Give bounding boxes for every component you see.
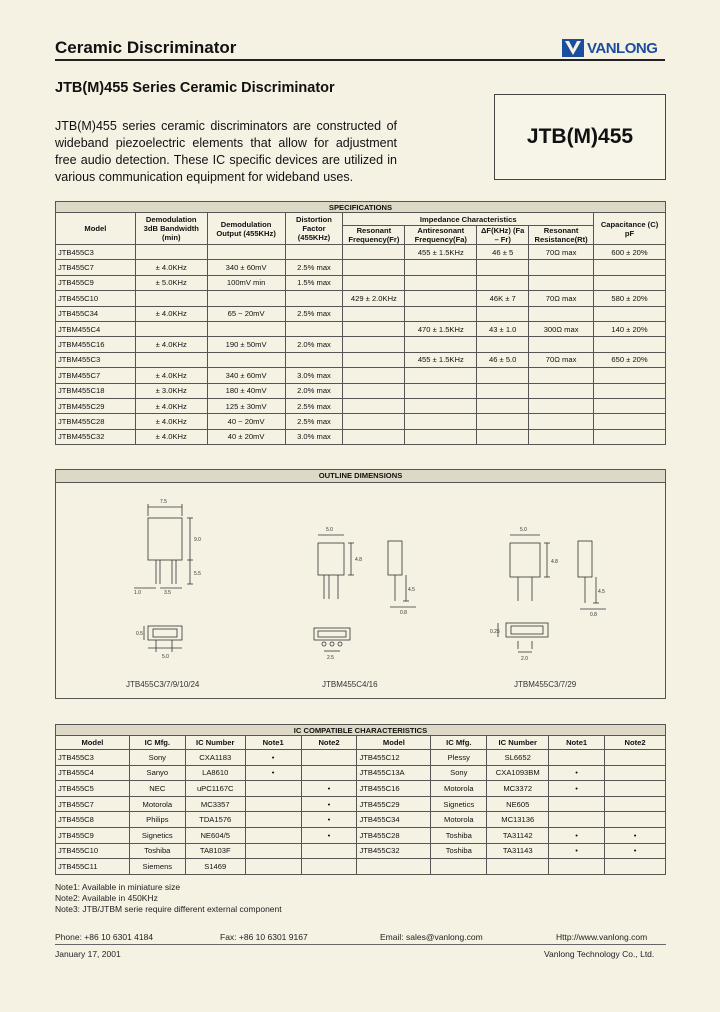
spec-cell-output	[207, 291, 285, 306]
spec-cell-delta	[477, 398, 529, 413]
spec-cell-capacitance: 600 ± 20%	[594, 245, 666, 260]
ic-cell	[605, 750, 666, 766]
notes	[55, 882, 282, 915]
spec-cell-output	[207, 352, 285, 367]
spec-cell-antiresonant	[405, 383, 477, 398]
ic-cell: TDA1576	[185, 812, 245, 828]
spec-row	[56, 352, 666, 367]
spec-cell-distortion	[285, 291, 343, 306]
ic-cell: JTB455C7	[56, 796, 130, 812]
ic-cell	[301, 765, 357, 781]
ic-cell	[549, 750, 605, 766]
spec-cell-resonant	[343, 352, 405, 367]
ic-cell: TA31142	[487, 827, 549, 843]
ic-cell: CXA1183	[185, 750, 245, 766]
dim-height-2: 4.8	[355, 557, 362, 563]
vanlong-logo-icon	[562, 39, 584, 57]
footer-rule	[55, 944, 666, 945]
spec-cell-bandwidth: ± 4.0KHz	[135, 306, 207, 321]
ic-cell	[487, 859, 549, 875]
spec-cell-distortion: 2.5% max	[285, 414, 343, 429]
spec-cell-antiresonant: 455 ± 1.5KHz	[405, 245, 477, 260]
footer-date: January 17, 2001	[55, 949, 121, 959]
spec-cell-resonant: 429 ± 2.0KHz	[343, 291, 405, 306]
ic-cell: •	[549, 765, 605, 781]
col-impedance: Impedance Characteristics	[343, 213, 594, 226]
spec-cell-antiresonant	[405, 306, 477, 321]
ic-cell: •	[549, 843, 605, 859]
spec-cell-antiresonant	[405, 275, 477, 290]
spec-cell-resistance: 300Ω max	[529, 321, 594, 336]
spec-cell-resonant	[343, 260, 405, 275]
ic-cell: •	[301, 812, 357, 828]
dim-width-3: 5.0	[520, 527, 527, 533]
spec-cell-capacitance	[594, 306, 666, 321]
spec-cell-distortion: 2.0% max	[285, 383, 343, 398]
ic-cell: Motorola	[431, 812, 487, 828]
spec-cell-delta	[477, 383, 529, 398]
ic-row	[56, 750, 666, 766]
spec-cell-distortion: 1.5% max	[285, 275, 343, 290]
spec-cell-resonant	[343, 275, 405, 290]
spec-cell-bandwidth: ± 4.0KHz	[135, 429, 207, 444]
ic-cell: Sony	[129, 750, 185, 766]
spec-cell-bandwidth: ± 4.0KHz	[135, 414, 207, 429]
spec-cell-distortion: 2.0% max	[285, 337, 343, 352]
header-rule	[55, 59, 665, 61]
note-3: Note3: JTB/JTBM serie require different external component	[55, 904, 282, 914]
footer-phone: Phone: +86 10 6301 4184	[55, 932, 154, 942]
ic-header-cell: Note1	[245, 736, 301, 750]
ic-cell: •	[245, 765, 301, 781]
spec-cell-resonant	[343, 383, 405, 398]
col-model: Model	[56, 213, 136, 245]
spec-cell-antiresonant	[405, 398, 477, 413]
spec-cell-distortion	[285, 352, 343, 367]
ic-cell	[245, 781, 301, 797]
ic-cell: JTB455C29	[357, 796, 431, 812]
dim-thick-3: 0.25	[490, 629, 500, 635]
ic-cell	[605, 812, 666, 828]
spec-row	[56, 260, 666, 275]
spec-cell-capacitance	[594, 429, 666, 444]
ic-row	[56, 765, 666, 781]
ic-cell: MC3357	[185, 796, 245, 812]
spec-cell-output	[207, 321, 285, 336]
ic-cell: Toshiba	[431, 827, 487, 843]
dim-pitch-3: 2.0	[521, 656, 528, 662]
spec-cell-bandwidth	[135, 352, 207, 367]
ic-header-cell: Note2	[605, 736, 666, 750]
ic-cell: •	[605, 827, 666, 843]
spec-cell-bandwidth: ± 3.0KHz	[135, 383, 207, 398]
spec-cell-resistance	[529, 429, 594, 444]
ic-cell: JTB455C16	[357, 781, 431, 797]
note-1: Note1: Available in miniature size	[55, 882, 181, 892]
spec-row	[56, 245, 666, 260]
ic-cell	[301, 859, 357, 875]
series-title: JTB(M)455 Series Ceramic Discriminator	[55, 80, 335, 96]
dim-width-2: 5.0	[326, 527, 333, 533]
model-box: JTB(M)455	[494, 94, 666, 180]
ic-cell: Toshiba	[129, 843, 185, 859]
ic-cell: •	[301, 827, 357, 843]
spec-cell-distortion: 2.5% max	[285, 398, 343, 413]
spec-cell-distortion	[285, 321, 343, 336]
spec-cell-capacitance	[594, 414, 666, 429]
ic-row	[56, 796, 666, 812]
spec-cell-resistance	[529, 306, 594, 321]
dim-width-1: 7.5	[160, 499, 167, 505]
spec-cell-output	[207, 245, 285, 260]
spec-cell-delta	[477, 306, 529, 321]
spec-cell-delta	[477, 260, 529, 275]
spec-cell-resistance	[529, 398, 594, 413]
spec-cell-bandwidth: ± 4.0KHz	[135, 398, 207, 413]
spec-cell-bandwidth	[135, 321, 207, 336]
outline-drawings	[56, 483, 665, 698]
ic-cell	[605, 859, 666, 875]
spec-row	[56, 337, 666, 352]
ic-cell	[605, 796, 666, 812]
spec-cell-antiresonant	[405, 260, 477, 275]
spec-cell-output: 340 ± 60mV	[207, 368, 285, 383]
spec-cell-resonant	[343, 429, 405, 444]
note-2: Note2: Available in 450KHz	[55, 893, 158, 903]
specifications-banner: SPECIFICATIONS	[56, 202, 666, 213]
ic-cell: JTB455C5	[56, 781, 130, 797]
ic-cell: JTB455C32	[357, 843, 431, 859]
dim-pitch-1: 1.0	[134, 590, 141, 596]
ic-header-cell: Model	[56, 736, 130, 750]
ic-cell: •	[301, 796, 357, 812]
spec-cell-model: JTBM455C7	[56, 368, 136, 383]
spec-cell-delta	[477, 275, 529, 290]
ic-cell: Philips	[129, 812, 185, 828]
ic-cell: JTB455C28	[357, 827, 431, 843]
spec-cell-model: JTBM455C4	[56, 321, 136, 336]
dim-lead-1: 5.5	[194, 571, 201, 577]
ic-cell	[245, 796, 301, 812]
spec-cell-distortion	[285, 245, 343, 260]
spec-cell-model: JTBM455C28	[56, 414, 136, 429]
spec-cell-model: JTB455C7	[56, 260, 136, 275]
ic-cell: Signetics	[129, 827, 185, 843]
ic-row	[56, 827, 666, 843]
brand-logo	[562, 38, 657, 58]
outline-banner: OUTLINE DIMENSIONS	[56, 470, 665, 483]
ic-cell: JTB455C3	[56, 750, 130, 766]
spec-cell-delta: 46 ± 5	[477, 245, 529, 260]
ic-cell: JTB455C11	[56, 859, 130, 875]
spec-cell-bandwidth: ± 4.0KHz	[135, 368, 207, 383]
spec-row	[56, 383, 666, 398]
ic-cell: JTB455C34	[357, 812, 431, 828]
spec-row	[56, 398, 666, 413]
spec-cell-resonant	[343, 245, 405, 260]
dim-height-3: 4.8	[551, 559, 558, 565]
ic-cell	[357, 859, 431, 875]
col-resistance: Resonant Resistance(Rt)	[529, 226, 594, 245]
spec-cell-model: JTBM455C3	[56, 352, 136, 367]
brand-name: VANLONG	[587, 39, 658, 57]
dim-height-1: 9.0	[194, 537, 201, 543]
ic-cell: MC13136	[487, 812, 549, 828]
spec-cell-delta	[477, 337, 529, 352]
ic-cell: Plessy	[431, 750, 487, 766]
ic-cell: S1469	[185, 859, 245, 875]
ic-cell: JTB455C13A	[357, 765, 431, 781]
spec-cell-capacitance: 650 ± 20%	[594, 352, 666, 367]
ic-cell: •	[549, 827, 605, 843]
ic-cell: LA8610	[185, 765, 245, 781]
spec-cell-antiresonant: 470 ± 1.5KHz	[405, 321, 477, 336]
ic-header-cell: IC Mfg.	[129, 736, 185, 750]
ic-cell: •	[605, 843, 666, 859]
ic-cell: •	[245, 750, 301, 766]
col-distortion: Distortion Factor (455KHz)	[285, 213, 343, 245]
ic-cell: JTB455C12	[357, 750, 431, 766]
ic-cell: NE605	[487, 796, 549, 812]
footer-company: Vanlong Technology Co., Ltd.	[544, 949, 655, 959]
ic-cell: TA8103F	[185, 843, 245, 859]
ic-cell: NE604/5	[185, 827, 245, 843]
ic-cell	[605, 781, 666, 797]
ic-cell	[549, 796, 605, 812]
spec-cell-resonant	[343, 306, 405, 321]
ic-header-cell: Model	[357, 736, 431, 750]
spec-cell-output: 100mV min	[207, 275, 285, 290]
spec-cell-bandwidth: ± 5.0KHz	[135, 275, 207, 290]
ic-cell: JTB455C9	[56, 827, 130, 843]
ic-cell: JTB455C4	[56, 765, 130, 781]
ic-cell	[549, 812, 605, 828]
spec-cell-distortion: 2.5% max	[285, 260, 343, 275]
spec-cell-antiresonant	[405, 291, 477, 306]
ic-cell	[245, 827, 301, 843]
spec-row	[56, 368, 666, 383]
spec-cell-delta	[477, 429, 529, 444]
spec-cell-bandwidth	[135, 245, 207, 260]
dim-lead2-1: 3.5	[164, 590, 171, 596]
ic-cell	[245, 812, 301, 828]
footer-fax: Fax: +86 10 6301 9167	[220, 932, 308, 942]
spec-cell-model: JTB455C34	[56, 306, 136, 321]
spec-cell-delta	[477, 414, 529, 429]
intro-paragraph: JTB(M)455 series ceramic discriminators are constructed of wideband piezoelectric elements that allow for adjustment free audio detection. These IC specific devices are utilized in various communication equipment for wideband uses.	[55, 119, 397, 184]
ic-cell: JTB455C8	[56, 812, 130, 828]
caption-drawing-3: JTBM455C3/7/29	[514, 680, 577, 689]
spec-cell-capacitance	[594, 368, 666, 383]
ic-cell: Signetics	[431, 796, 487, 812]
spec-cell-capacitance	[594, 275, 666, 290]
ic-body	[56, 750, 666, 875]
spec-cell-capacitance: 580 ± 20%	[594, 291, 666, 306]
ic-cell: Motorola	[129, 796, 185, 812]
specifications-table	[55, 201, 666, 445]
ic-cell: JTB455C10	[56, 843, 130, 859]
col-bandwidth: Demodulation 3dB Bandwidth (min)	[135, 213, 207, 245]
spec-cell-resistance: 70Ω max	[529, 352, 594, 367]
spec-cell-bandwidth	[135, 291, 207, 306]
spec-cell-capacitance	[594, 337, 666, 352]
spec-cell-delta: 46K ± 7	[477, 291, 529, 306]
col-output: Demodulation Output (455KHz)	[207, 213, 285, 245]
ic-header-cell: IC Mfg.	[431, 736, 487, 750]
outline-dimensions	[55, 469, 666, 699]
spec-cell-resonant	[343, 321, 405, 336]
ic-row	[56, 843, 666, 859]
spec-cell-model: JTBM455C18	[56, 383, 136, 398]
spec-cell-bandwidth: ± 4.0KHz	[135, 260, 207, 275]
ic-cell: SL6652	[487, 750, 549, 766]
spec-cell-resonant	[343, 368, 405, 383]
col-antiresonant: Antiresonant Frequency(Fa)	[405, 226, 477, 245]
spec-cell-capacitance: 140 ± 20%	[594, 321, 666, 336]
ic-header-cell: Note1	[549, 736, 605, 750]
caption-drawing-1: JTB455C3/7/9/10/24	[126, 680, 200, 689]
dim-sp-3: 0.8	[590, 612, 597, 618]
spec-cell-resonant	[343, 337, 405, 352]
spec-row	[56, 275, 666, 290]
ic-cell: •	[301, 781, 357, 797]
spec-cell-resistance: 70Ω max	[529, 291, 594, 306]
ic-cell: Siemens	[129, 859, 185, 875]
spec-cell-capacitance	[594, 383, 666, 398]
ic-header-cell: IC Number	[487, 736, 549, 750]
spec-cell-delta: 43 ± 1.0	[477, 321, 529, 336]
spec-cell-delta	[477, 368, 529, 383]
ic-banner: IC COMPATIBLE CHARACTERISTICS	[56, 725, 666, 736]
dim-lead-2: 4.5	[408, 587, 415, 593]
spec-cell-model: JTBM455C29	[56, 398, 136, 413]
ic-cell: MC3372	[487, 781, 549, 797]
ic-row	[56, 781, 666, 797]
dim-lead-3: 4.5	[598, 589, 605, 595]
ic-compatible-table	[55, 724, 666, 875]
spec-cell-distortion: 2.5% max	[285, 306, 343, 321]
spec-cell-resonant	[343, 398, 405, 413]
ic-cell: •	[549, 781, 605, 797]
ic-cell: CXA1093BM	[487, 765, 549, 781]
ic-cell	[431, 859, 487, 875]
spec-cell-resistance	[529, 337, 594, 352]
ic-cell: Sony	[431, 765, 487, 781]
spec-cell-antiresonant	[405, 337, 477, 352]
spec-cell-antiresonant	[405, 429, 477, 444]
spec-cell-output: 180 ± 40mV	[207, 383, 285, 398]
spec-cell-antiresonant	[405, 414, 477, 429]
spec-cell-resistance	[529, 368, 594, 383]
spec-row	[56, 321, 666, 336]
ic-row	[56, 812, 666, 828]
col-delta: ΔF(KHz) (Fa – Fr)	[477, 226, 529, 245]
spec-cell-output: 340 ± 60mV	[207, 260, 285, 275]
spec-cell-model: JTB455C9	[56, 275, 136, 290]
ic-cell	[301, 750, 357, 766]
ic-cell	[245, 843, 301, 859]
spec-cell-model: JTB455C3	[56, 245, 136, 260]
spec-cell-output: 190 ± 50mV	[207, 337, 285, 352]
spec-cell-distortion: 3.0% max	[285, 368, 343, 383]
spec-cell-capacitance	[594, 398, 666, 413]
spec-row	[56, 429, 666, 444]
col-resonant: Resonant Frequency(Fr)	[343, 226, 405, 245]
spec-row	[56, 306, 666, 321]
dim-pitch-2: 2.5	[327, 655, 334, 661]
spec-cell-output: 40 ± 20mV	[207, 429, 285, 444]
spec-cell-delta: 46 ± 5.0	[477, 352, 529, 367]
spec-cell-antiresonant	[405, 368, 477, 383]
spec-cell-model: JTBM455C16	[56, 337, 136, 352]
spec-cell-output: 40 ~ 20mV	[207, 414, 285, 429]
spec-cell-resonant	[343, 414, 405, 429]
footer-email[interactable]: Email: sales@vanlong.com	[380, 932, 483, 942]
ic-header-cell: IC Number	[185, 736, 245, 750]
ic-cell	[301, 843, 357, 859]
col-capacitance: Capacitance (C) pF	[594, 213, 666, 245]
ic-header-cell: Note2	[301, 736, 357, 750]
spec-cell-distortion: 3.0% max	[285, 429, 343, 444]
spec-row	[56, 291, 666, 306]
specifications-body	[56, 245, 666, 445]
spec-cell-resistance	[529, 275, 594, 290]
page-title: Ceramic Discriminator	[55, 38, 237, 57]
spec-cell-antiresonant: 455 ± 1.5KHz	[405, 352, 477, 367]
ic-cell: TA31143	[487, 843, 549, 859]
ic-row	[56, 859, 666, 875]
ic-cell	[549, 859, 605, 875]
spec-cell-bandwidth: ± 4.0KHz	[135, 337, 207, 352]
ic-cell: uPC1167C	[185, 781, 245, 797]
ic-cell: NEC	[129, 781, 185, 797]
dim-depth-1: 5.0	[162, 654, 169, 660]
ic-cell	[605, 765, 666, 781]
footer-url[interactable]: Http://www.vanlong.com	[556, 932, 648, 942]
dim-thick-1: 0.5	[136, 631, 143, 637]
spec-cell-resistance	[529, 414, 594, 429]
spec-cell-capacitance	[594, 260, 666, 275]
ic-cell: Motorola	[431, 781, 487, 797]
spec-row	[56, 414, 666, 429]
ic-cell: Toshiba	[431, 843, 487, 859]
ic-header-row	[56, 736, 666, 750]
spec-cell-resistance	[529, 260, 594, 275]
ic-cell: Sanyo	[129, 765, 185, 781]
ic-cell	[245, 859, 301, 875]
spec-cell-output: 65 ~ 20mV	[207, 306, 285, 321]
spec-cell-model: JTB455C10	[56, 291, 136, 306]
spec-cell-resistance: 70Ω max	[529, 245, 594, 260]
spec-cell-model: JTBM455C32	[56, 429, 136, 444]
spec-cell-output: 125 ± 30mV	[207, 398, 285, 413]
dim-sp-2: 0.8	[400, 610, 407, 616]
caption-drawing-2: JTBM455C4/16	[322, 680, 378, 689]
spec-cell-resistance	[529, 383, 594, 398]
